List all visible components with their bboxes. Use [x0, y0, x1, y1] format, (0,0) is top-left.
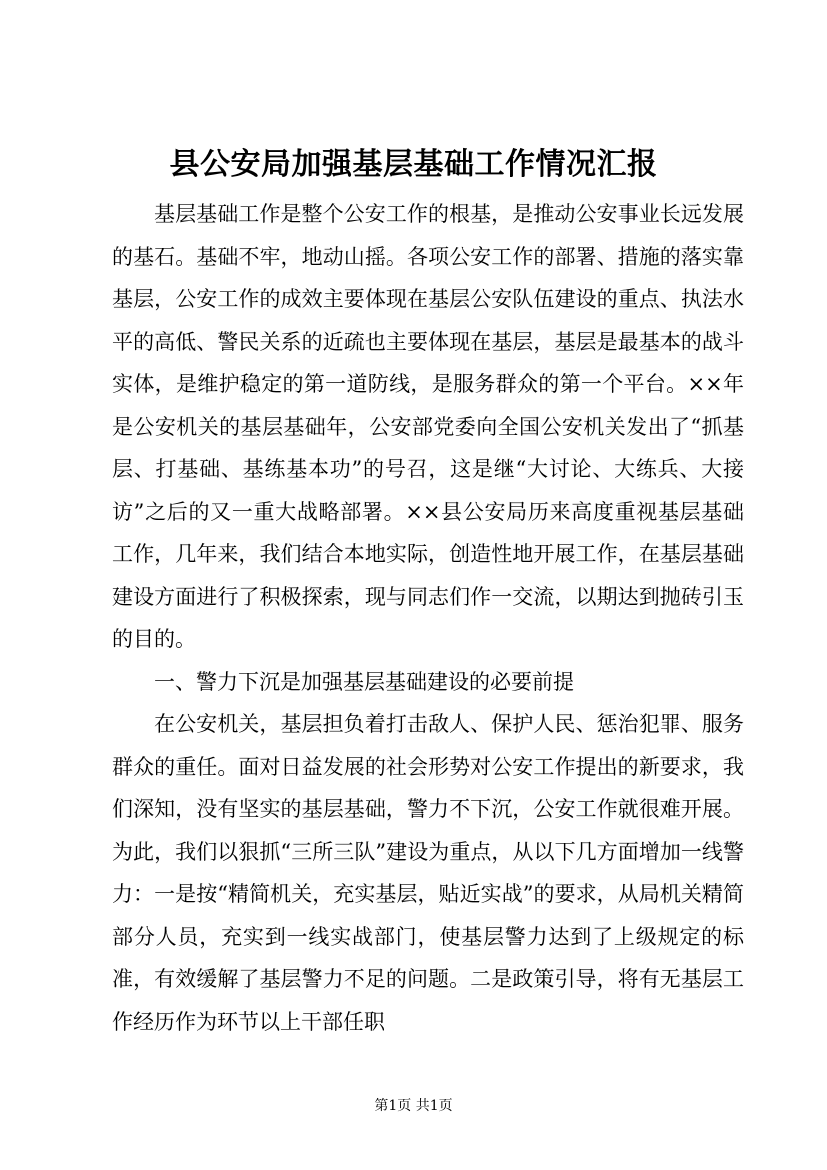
paragraph-intro: 基层基础工作是整个公安工作的根基，是推动公安事业长远发展的基石。基础不牢，地动山摇。各项公安工作的部署、措施的落实靠基层，公安工作的成效主要体现在基层公安队伍建设的重点、执法水平的高低、警民关系的近疏也主要体现在基层，基层是最基本的战斗实体，是维护稳定的第一道防线，是服务群众的第一个平台。××年是公安机关的基层基础年，公安部党委向全国公安机关发出了“抓基层、打基础、基练基本功”的号召，这是继“大讨论、大练兵、大接访”之后的又一重大战略部署。××县公安局历来高度重视基层基础工作，几年来，我们结合本地实际，创造性地开展工作，在基层基础建设方面进行了积极探索，现与同志们作一交流，以期达到抛砖引玉的目的。 — [112, 202, 744, 651]
paragraph-section-1: 在公安机关，基层担负着打击敌人、保护人民、惩治犯罪、服务群众的重任。面对日益发展的社会形势对公安工作提出的新要求，我们深知，没有坚实的基层基础，警力不下沉，公安工作就很难开展。为此，我们以狠抓“三所三队”建设为重点，从以下几方面增加一线警力：一是按“精简机关，充实基层，贴近实战”的要求，从局机关精简部分人员，充实到一线实战部门，使基层警力达到了上级规定的标准，有效缓解了基层警力不足的问题。二是政策引导，将有无基层工作经历作为环节以上干部任职 — [112, 712, 744, 1034]
document-title: 县公安局加强基层基础工作情况汇报 — [169, 147, 658, 182]
document-body — [112, 193, 744, 1043]
section-heading-1: 一、警力下沉是加强基层基础建设的必要前提 — [154, 669, 574, 694]
page-footer: 第1页 共1页 — [374, 1098, 453, 1114]
